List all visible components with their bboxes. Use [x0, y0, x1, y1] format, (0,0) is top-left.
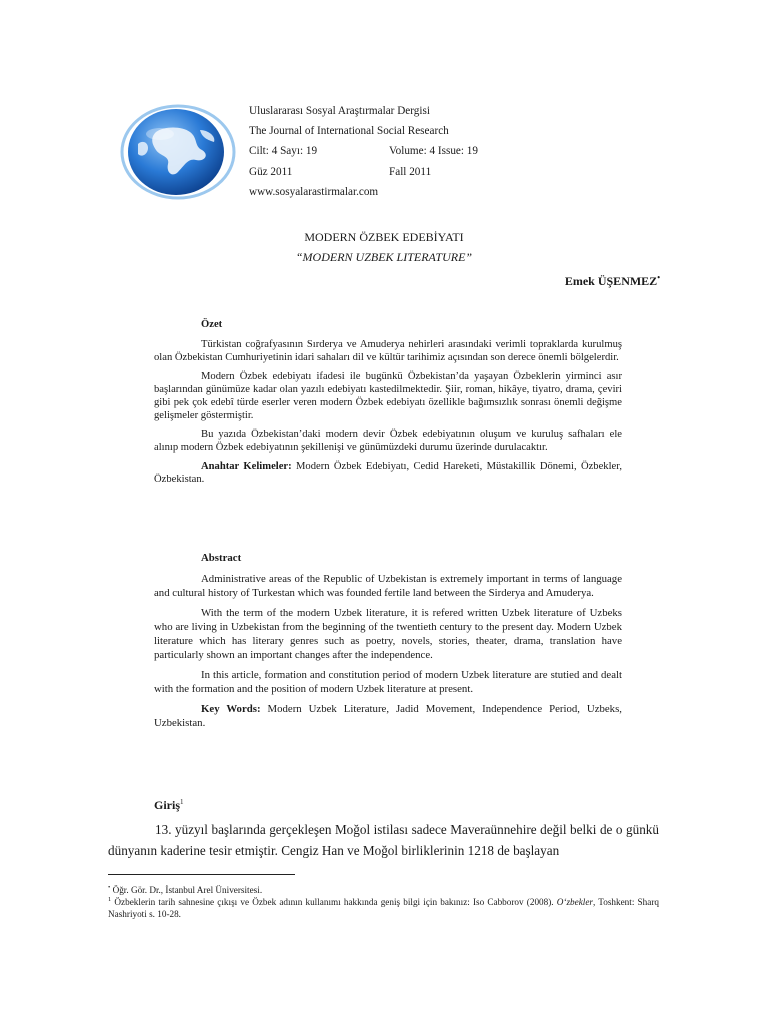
volume-issue: Volume: 4 Issue: 19: [389, 145, 478, 158]
abstract-section: [154, 551, 622, 736]
footnote-author: • Öğr. Gör. Dr., İstanbul Arel Üniversitesi.: [108, 884, 263, 896]
abstract-heading: Abstract: [201, 552, 242, 564]
footnote-book-title: O‘zbekler: [556, 897, 593, 908]
ozet-keywords-list: Modern Özbek Edebiyatı, Cedid Hareketi, Müstakillik Dönemi, Özbekler, Özbekistan.: [154, 461, 622, 485]
ozet-section: [154, 318, 622, 492]
footnote-divider: [108, 874, 295, 875]
ozet-heading: Özet: [201, 319, 223, 330]
author-footnote-mark[interactable]: •: [657, 273, 660, 282]
ozet-paragraph-2: Modern Özbek edebiyatı ifadesi ile bugünkü Özbekistan’da yaşayan Özbeklerin yirminci asır başlarından günümüze kadar olan yazılı edebiyatı kastedilmektedir. Şiir, roman, hikâye, tiyatro, drama, çeviri gibi pek çok edebî türde eserler veren modern Özbek edebiyatı özellikle bağımsızlık sonrası önemli değişme gelişmeler göstermiştir.: [154, 371, 622, 421]
intro-paragraph: 13. yüzyıl başlarında gerçekleşen Moğol istilası sadece Maveraünnehire değil belki de o günkü dünyanın kaderine tesir etmiştir. Cengiz Han ve Moğol birliklerinin 1218 de başlayan: [108, 822, 659, 858]
journal-name-tr: Uluslararası Sosyal Araştırmalar Dergisi: [249, 105, 430, 117]
abstract-keywords-list: Modern Uzbek Literature, Jadid Movement, Independence Period, Uzbeks, Uzbekistan.: [154, 703, 622, 729]
abstract-paragraph-3: In this article, formation and constitution period of modern Uzbek literature are stutied and dealt with the formation and the position of modern Uzbek literature at present.: [154, 669, 622, 695]
season-en: Fall 2011: [389, 165, 432, 178]
ozet-keywords: [154, 460, 622, 486]
journal-name-en: The Journal of International Social Research: [249, 125, 449, 138]
abstract-keywords: [154, 702, 622, 730]
globe-logo-icon: [108, 100, 248, 200]
article-title-en: “MODERN UZBEK LITERATURE”: [295, 250, 473, 264]
journal-website[interactable]: www.sosyalarastirmalar.com: [249, 185, 379, 198]
abstract-keywords-label: Key Words:: [201, 703, 261, 715]
article-title-tr: MODERN ÖZBEK EDEBİYATI: [304, 230, 464, 244]
season-tr: Güz 2011: [249, 165, 293, 178]
intro-footnote-mark[interactable]: 1: [180, 798, 184, 806]
ozet-paragraph-3: Bu yazıda Özbekistan’daki modern devir Özbek edebiyatının oluşum ve kuruluş safhaları ele alınıp modern Özbek edebiyatının şekillenişi ve günümüzdeki durumu üzerinde durulacaktır.: [154, 429, 622, 453]
cilt-sayi: Cilt: 4 Sayı: 19: [249, 145, 318, 158]
ozet-keywords-label: Anahtar Kelimeler:: [201, 461, 292, 472]
intro-heading: Giriş$^1$: [154, 798, 184, 812]
footnote-1: $^1$ Özbeklerin tarih sahnesine çıkışı ve Özbek adının kullanımı hakkında geniş bilgi için bakınız: Iso Cabborov (2008). O‘zbekler, Toshkent: Sharq Nashriyoti s. 10-28.: [108, 896, 659, 920]
author-name: Emek ÜŞENMEZ•: [564, 273, 660, 288]
ozet-paragraph-1: Türkistan coğrafyasının Sırderya ve Amuderya nehirleri arasındaki verimli topraklarda kurulmuş olan Özbekistan Cumhuriyetinin idari sahaları dil ve kültür tarihimiz açısından son derece önemli bölgelerdir.: [154, 339, 622, 363]
journal-header: [249, 101, 478, 202]
intro-section: [108, 819, 659, 861]
abstract-paragraph-1: Administrative areas of the Republic of Uzbekistan is extremely important in terms of language and cultural history of Turkestan which was founded fertile land between the Sirderya and Amuderya.: [154, 573, 622, 599]
abstract-paragraph-2: With the term of the modern Uzbek literature, it is refered written Uzbek literature of Uzbeks who are living in Uzbekistan from the beginning of the twentieth century to the present day. Modern Uzbek literature which has literary genres such as poetry, novels, stories, theater, drama, translation have particularly shown an important changes after the independence.: [154, 607, 622, 661]
